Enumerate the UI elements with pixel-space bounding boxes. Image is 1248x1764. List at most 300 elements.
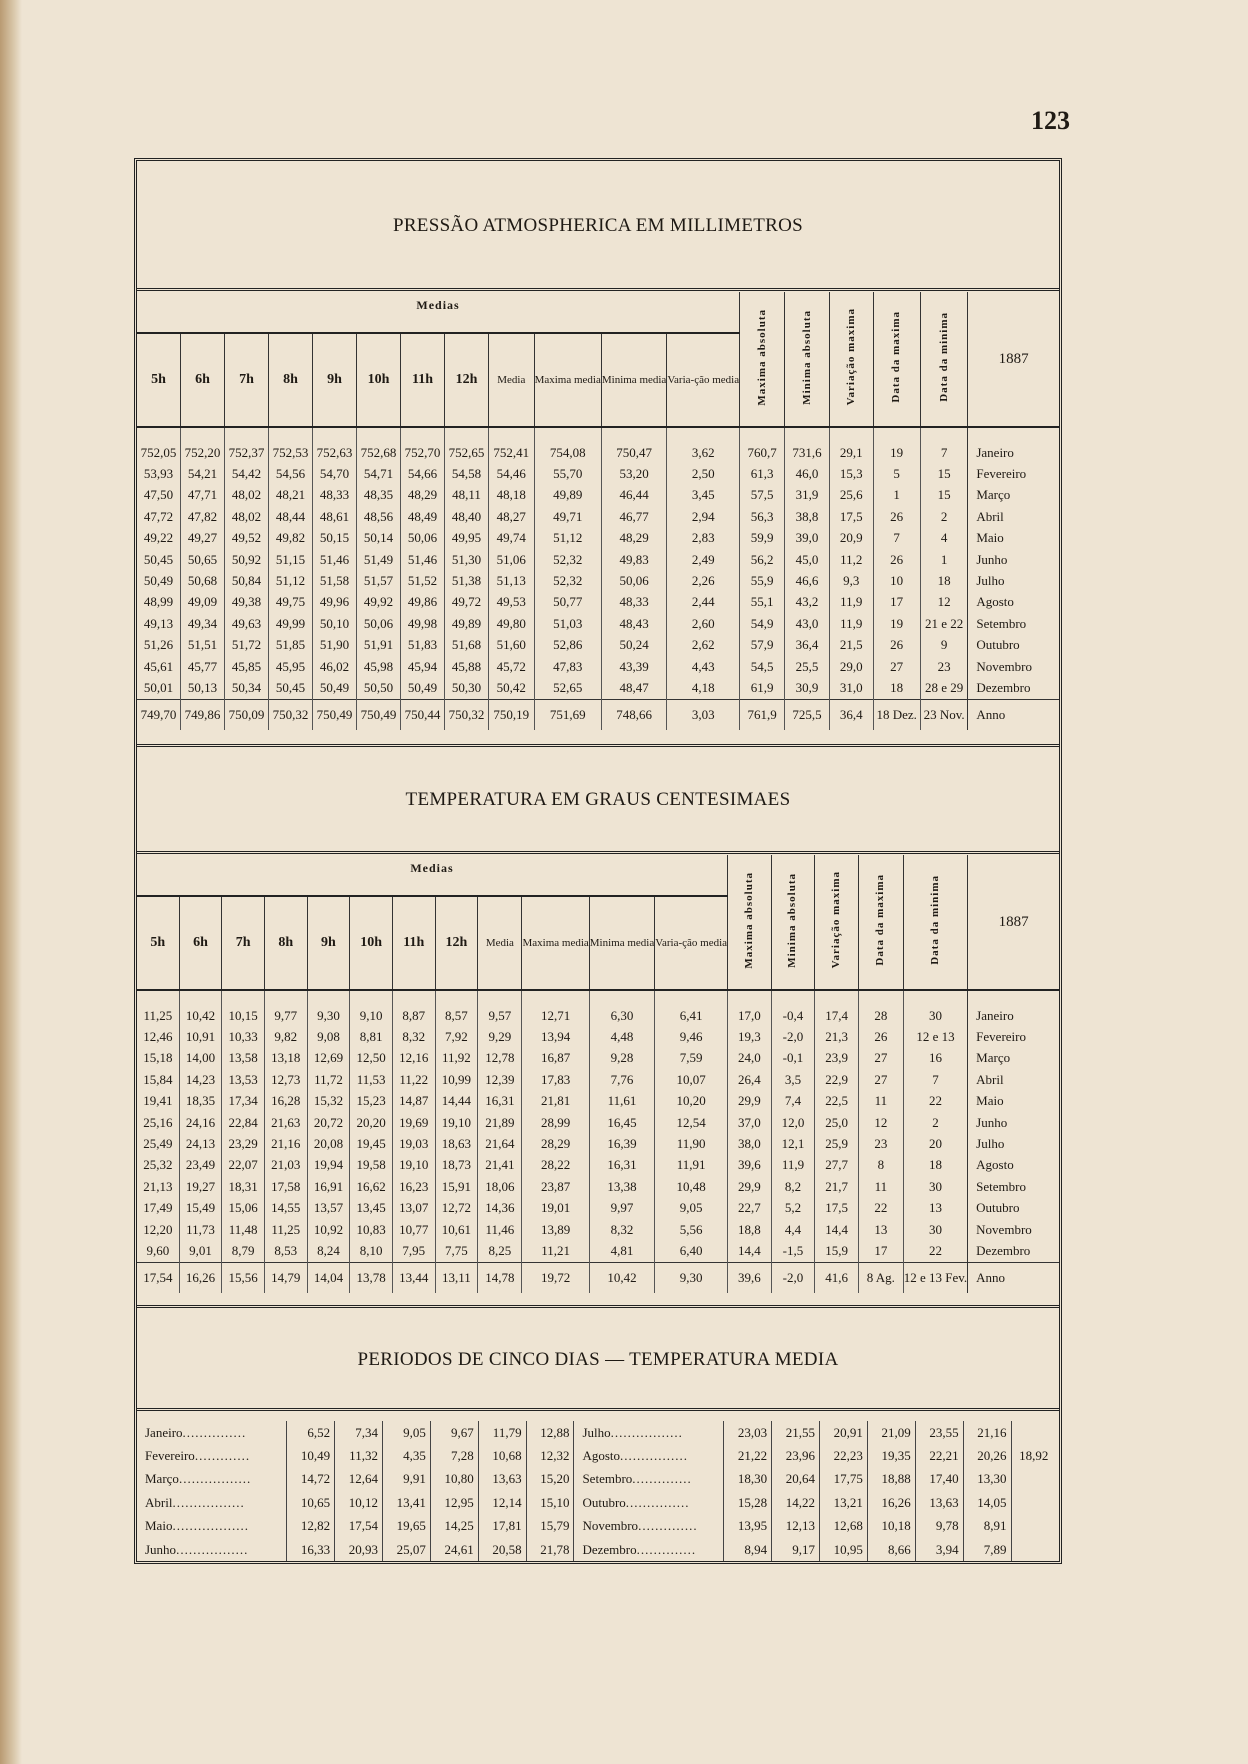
value-cell: 52,86 [534, 635, 601, 656]
value-cell: 19,3 [728, 1026, 772, 1047]
value-cell: 12 e 13 Fev. [903, 1262, 967, 1293]
period-value: 15,20 [526, 1468, 574, 1491]
value-cell: 7 [873, 528, 920, 549]
dot-leader: .................. [172, 1518, 249, 1534]
period-value: 9,91 [382, 1468, 430, 1491]
value-cell: 48,47 [601, 677, 666, 699]
column-header: 12h [435, 896, 478, 990]
period-row [137, 1538, 1059, 1561]
period-value: 21,22 [724, 1444, 772, 1467]
value-cell: 50,45 [143, 551, 174, 567]
value-cell: 6,30 [589, 1005, 654, 1026]
value-cell: 49,98 [401, 613, 445, 634]
value-cell: 29,9 [728, 1176, 772, 1197]
value-cell: 13,45 [350, 1198, 393, 1219]
value-cell: 13,07 [392, 1198, 435, 1219]
value-cell: -2,0 [771, 1026, 815, 1047]
month-cell: Dezembro [968, 1240, 1059, 1262]
value-cell: 18,63 [435, 1133, 478, 1154]
value-cell: 3,03 [667, 699, 740, 730]
value-cell: 17,0 [728, 1005, 772, 1026]
month-cell: Março [968, 1048, 1059, 1069]
value-cell: 49,72 [445, 592, 489, 613]
dot-leader: ............... [625, 1494, 690, 1510]
value-cell: 2 [903, 1112, 967, 1133]
value-cell: 8,81 [350, 1026, 393, 1047]
value-cell: 21,81 [522, 1091, 589, 1112]
value-cell: 51,58 [313, 570, 357, 591]
value-cell: 21,03 [264, 1155, 307, 1176]
medias-label: Medias [137, 855, 728, 896]
period-value: 17,75 [820, 1468, 868, 1491]
value-cell: 21 e 22 [920, 613, 967, 634]
value-cell: 8,79 [222, 1240, 265, 1262]
value-cell: 48,21 [269, 485, 313, 506]
value-cell: 12,69 [307, 1048, 350, 1069]
period-value: 20,93 [335, 1538, 383, 1561]
value-cell: 5,56 [655, 1219, 728, 1240]
period-value: 13,41 [382, 1491, 430, 1514]
value-cell: 52,32 [534, 570, 601, 591]
value-cell: 48,56 [357, 506, 401, 527]
value-cell: 19 [873, 442, 920, 463]
value-cell: 10,77 [392, 1219, 435, 1240]
value-cell: 13,58 [222, 1048, 265, 1069]
value-cell: 17 [858, 1240, 903, 1262]
period-value: 10,18 [867, 1515, 915, 1538]
value-cell: 7,75 [435, 1240, 478, 1262]
value-cell: 49,86 [401, 592, 445, 613]
column-header: 7h [222, 896, 265, 990]
value-cell: 45,0 [785, 549, 830, 570]
period-value: 21,16 [963, 1421, 1011, 1444]
value-cell: 11 [858, 1091, 903, 1112]
value-cell: 15,32 [307, 1091, 350, 1112]
value-cell: 14,36 [478, 1198, 522, 1219]
value-cell: 51,85 [269, 635, 313, 656]
value-cell: 8,32 [392, 1026, 435, 1047]
value-cell: 48,43 [601, 613, 666, 634]
value-cell: 12 [858, 1112, 903, 1133]
value-cell: 8 [858, 1155, 903, 1176]
value-cell: 4 [920, 528, 967, 549]
value-cell: 45,98 [357, 656, 401, 677]
value-cell: 50,06 [601, 570, 666, 591]
period-value: 13,63 [478, 1468, 526, 1491]
value-cell: 24,16 [179, 1112, 222, 1133]
value-cell: 31,9 [785, 485, 830, 506]
period-value: 15,79 [526, 1515, 574, 1538]
value-cell: 9,30 [307, 1005, 350, 1026]
divider [137, 1305, 1059, 1308]
value-cell: 10,48 [655, 1176, 728, 1197]
value-cell: 731,6 [785, 442, 830, 463]
period-value: 17,54 [335, 1515, 383, 1538]
month-label: Junho................. [145, 1541, 249, 1557]
value-cell: 53,20 [601, 463, 666, 484]
value-cell: 49,63 [225, 613, 269, 634]
value-cell: 19,94 [307, 1155, 350, 1176]
month-cell: Janeiro [968, 442, 1059, 463]
month-label: Novembro.............. [574, 1515, 724, 1538]
value-cell: 752,41 [489, 442, 535, 463]
value-cell: 51,30 [445, 549, 489, 570]
period-value: 22,23 [820, 1444, 868, 1467]
value-cell: 10,83 [350, 1219, 393, 1240]
value-cell: 19,27 [179, 1176, 222, 1197]
column-header: Varia-ção media [655, 896, 728, 990]
value-cell: 6,40 [655, 1240, 728, 1262]
periodos-title: PERIODOS DE CINCO DIAS — TEMPERATURA MEDIA [357, 1349, 839, 1370]
value-cell: 15,91 [435, 1176, 478, 1197]
value-cell: 16,26 [179, 1262, 222, 1293]
value-cell: 37,0 [728, 1112, 772, 1133]
value-cell: 2,49 [667, 549, 740, 570]
value-cell: 4,18 [667, 677, 740, 699]
value-cell: 20,08 [307, 1133, 350, 1154]
value-cell: 19,01 [522, 1198, 589, 1219]
value-cell: 39,6 [728, 1155, 772, 1176]
value-cell: 9 [920, 635, 967, 656]
month-cell: Agosto [968, 592, 1059, 613]
value-cell: 51,52 [401, 570, 445, 591]
dot-leader: ............... [182, 1424, 247, 1440]
column-header: 8h [264, 896, 307, 990]
value-cell: 15 [920, 485, 967, 506]
value-cell: 19,10 [435, 1112, 478, 1133]
value-cell: 17,58 [264, 1176, 307, 1197]
value-cell: 27 [858, 1069, 903, 1090]
value-cell: 51,60 [489, 635, 535, 656]
period-value: 6,52 [287, 1421, 335, 1444]
value-cell: 48,27 [489, 506, 535, 527]
value-cell: 16,62 [350, 1176, 393, 1197]
value-cell: 750,49 [357, 699, 401, 730]
value-cell: 752,70 [401, 442, 445, 463]
value-cell: 8 Ag. [858, 1262, 903, 1293]
value-cell: 8,53 [264, 1240, 307, 1262]
value-cell: 19,72 [522, 1262, 589, 1293]
dot-leader: .............. [638, 1518, 698, 1534]
value-cell: 24,0 [728, 1048, 772, 1069]
spacer-row [137, 990, 1059, 1005]
value-cell: 21,7 [815, 1176, 859, 1197]
extra-value [1011, 1421, 1059, 1444]
vheader-variacao-maxima: Variação maxima [829, 292, 873, 427]
month-label: Julho................. [574, 1421, 724, 1444]
period-value: 12,88 [526, 1421, 574, 1444]
value-cell: 12,20 [143, 1221, 173, 1237]
vheader-maxima-absoluta: Maxima absoluta [740, 292, 785, 427]
value-cell: 7,95 [392, 1240, 435, 1262]
value-cell: 23 [920, 656, 967, 677]
value-cell: 1 [920, 549, 967, 570]
value-cell: 26,4 [728, 1069, 772, 1090]
period-value: 23,55 [915, 1421, 963, 1444]
value-cell: 57,9 [740, 635, 785, 656]
value-cell: 23 Nov. [920, 699, 967, 730]
value-cell: 22,7 [728, 1198, 772, 1219]
value-cell: 11,22 [392, 1069, 435, 1090]
value-cell: 51,38 [445, 570, 489, 591]
period-value: 12,68 [820, 1515, 868, 1538]
value-cell: 50,49 [401, 677, 445, 699]
value-cell: 49,38 [225, 592, 269, 613]
column-header: 12h [445, 333, 489, 427]
month-label: Abril................. [145, 1494, 245, 1510]
value-cell: 16,31 [589, 1155, 654, 1176]
value-cell: 51,68 [445, 635, 489, 656]
value-cell: 18 [920, 570, 967, 591]
period-value: 13,21 [820, 1491, 868, 1514]
value-cell: 22,84 [222, 1112, 265, 1133]
value-cell: 45,72 [489, 656, 535, 677]
value-cell: 51,03 [534, 613, 601, 634]
value-cell: 51,46 [313, 549, 357, 570]
value-cell: 11,72 [307, 1069, 350, 1090]
period-value: 12,95 [430, 1491, 478, 1514]
value-cell: 13,94 [522, 1026, 589, 1047]
value-cell: 21,3 [815, 1026, 859, 1047]
value-cell: 22 [903, 1240, 967, 1262]
value-cell: 2,50 [667, 463, 740, 484]
month-cell: Outubro [968, 1198, 1059, 1219]
value-cell: 749,70 [137, 699, 181, 730]
value-cell: 55,1 [740, 592, 785, 613]
value-cell: 15,18 [143, 1050, 173, 1066]
value-cell: 49,80 [489, 613, 535, 634]
period-row [137, 1444, 1059, 1467]
annual-row [137, 699, 1059, 730]
value-cell: 13,38 [589, 1176, 654, 1197]
annual-row [137, 1262, 1059, 1293]
value-cell: 49,82 [269, 528, 313, 549]
period-value: 13,30 [963, 1468, 1011, 1491]
value-cell: 5,2 [771, 1198, 815, 1219]
value-cell: 8,25 [478, 1240, 522, 1262]
month-cell: Janeiro [968, 1005, 1059, 1026]
value-cell: 28,99 [522, 1112, 589, 1133]
table-row [137, 635, 1059, 656]
value-cell: 7,76 [589, 1069, 654, 1090]
value-cell: 17 [873, 592, 920, 613]
value-cell: 752,63 [313, 442, 357, 463]
value-cell: 752,05 [140, 444, 177, 460]
value-cell: 48,33 [313, 485, 357, 506]
period-value: 14,22 [772, 1491, 820, 1514]
value-cell: 7 [920, 442, 967, 463]
value-cell: 19,10 [392, 1155, 435, 1176]
value-cell: 45,85 [225, 656, 269, 677]
table-row [137, 1005, 1059, 1026]
table-row [137, 592, 1059, 613]
value-cell: 51,12 [534, 528, 601, 549]
table-row [137, 506, 1059, 527]
value-cell: 51,51 [181, 635, 225, 656]
value-cell: 12,16 [392, 1048, 435, 1069]
dot-leader: ................. [610, 1424, 683, 1440]
value-cell: 49,89 [534, 485, 601, 506]
extra-value [1011, 1468, 1059, 1491]
value-cell: 18 [873, 677, 920, 699]
value-cell: 9,46 [655, 1026, 728, 1047]
value-cell: 50,65 [181, 549, 225, 570]
periodos-body [137, 1421, 1059, 1561]
month-cell: Junho [968, 1112, 1059, 1133]
value-cell: 2,60 [667, 613, 740, 634]
period-value: 14,05 [963, 1491, 1011, 1514]
value-cell: 13 [903, 1198, 967, 1219]
value-cell: 15,06 [222, 1198, 265, 1219]
value-cell: 50,06 [357, 613, 401, 634]
value-cell: 61,9 [740, 677, 785, 699]
period-value: 9,05 [382, 1421, 430, 1444]
period-value: 14,72 [287, 1468, 335, 1491]
value-cell: 14,4 [815, 1219, 859, 1240]
value-cell: 12,39 [478, 1069, 522, 1090]
value-cell: 16,39 [589, 1133, 654, 1154]
value-cell: 36,4 [829, 699, 873, 730]
value-cell: 7,92 [435, 1026, 478, 1047]
value-cell: 10,61 [435, 1219, 478, 1240]
period-value: 23,96 [772, 1444, 820, 1467]
value-cell: 4,4 [771, 1219, 815, 1240]
value-cell: 28,29 [522, 1133, 589, 1154]
table-row [137, 485, 1059, 506]
period-value: 8,94 [724, 1538, 772, 1561]
value-cell: 19 [873, 613, 920, 634]
value-cell: 12,72 [435, 1198, 478, 1219]
value-cell: 11,21 [522, 1240, 589, 1262]
value-cell: 26 [873, 549, 920, 570]
period-value: 8,91 [963, 1515, 1011, 1538]
value-cell: 11,25 [143, 1007, 173, 1023]
value-cell: 17,5 [815, 1198, 859, 1219]
value-cell: 14,00 [179, 1048, 222, 1069]
value-cell: 15,23 [350, 1091, 393, 1112]
value-cell: 17,83 [522, 1069, 589, 1090]
value-cell: 18,06 [478, 1176, 522, 1197]
period-value: 13,63 [915, 1491, 963, 1514]
period-value: 10,95 [820, 1538, 868, 1561]
value-cell: 30 [903, 1005, 967, 1026]
value-cell: 51,83 [401, 635, 445, 656]
value-cell: 7,59 [655, 1048, 728, 1069]
period-value: 20,58 [478, 1538, 526, 1561]
value-cell: 50,84 [225, 570, 269, 591]
value-cell: 2,83 [667, 528, 740, 549]
value-cell: 49,27 [181, 528, 225, 549]
value-cell: 13,44 [392, 1262, 435, 1293]
value-cell: 50,49 [143, 573, 174, 589]
value-cell: 28,22 [522, 1155, 589, 1176]
value-cell: 15 [920, 463, 967, 484]
value-cell: 56,2 [740, 549, 785, 570]
value-cell: 12,71 [522, 1005, 589, 1026]
dot-leader: ................ [620, 1448, 689, 1464]
period-value: 10,68 [478, 1444, 526, 1467]
value-cell: 26 [858, 1026, 903, 1047]
value-cell: 51,15 [269, 549, 313, 570]
period-value: 12,32 [526, 1444, 574, 1467]
value-cell: 49,52 [225, 528, 269, 549]
value-cell: 31,0 [829, 677, 873, 699]
column-header: 5h [151, 372, 166, 387]
value-cell: 4,43 [667, 656, 740, 677]
period-value: 21,78 [526, 1538, 574, 1561]
value-cell: 16,31 [478, 1091, 522, 1112]
value-cell: 54,42 [225, 463, 269, 484]
value-cell: 11,48 [222, 1219, 265, 1240]
value-cell: 54,71 [357, 463, 401, 484]
value-cell: 10,20 [655, 1091, 728, 1112]
value-cell: 12 [920, 592, 967, 613]
vheader-data-maxima: Data da maxima [873, 292, 920, 427]
value-cell: 18,35 [179, 1091, 222, 1112]
value-cell: 11,92 [435, 1048, 478, 1069]
value-cell: 750,44 [401, 699, 445, 730]
value-cell: 50,34 [225, 677, 269, 699]
vheader-data-minima: Data da minima [920, 292, 967, 427]
value-cell: 21,41 [478, 1155, 522, 1176]
value-cell: 43,2 [785, 592, 830, 613]
value-cell: 12,54 [655, 1112, 728, 1133]
value-cell: 25,9 [815, 1133, 859, 1154]
month-label: Dezembro.............. [574, 1538, 724, 1561]
value-cell: 18 Dez. [873, 699, 920, 730]
period-row [137, 1491, 1059, 1514]
value-cell: 10,99 [435, 1069, 478, 1090]
period-value: 20,64 [772, 1468, 820, 1491]
value-cell: 49,13 [143, 615, 174, 631]
value-cell: 4,81 [589, 1240, 654, 1262]
period-value: 19,35 [867, 1444, 915, 1467]
value-cell: 8,87 [392, 1005, 435, 1026]
value-cell: 8,57 [435, 1005, 478, 1026]
period-value: 10,49 [287, 1444, 335, 1467]
value-cell: 50,24 [601, 635, 666, 656]
value-cell: 30,9 [785, 677, 830, 699]
column-header: 11h [392, 896, 435, 990]
value-cell: 13,89 [522, 1219, 589, 1240]
value-cell: 53,93 [143, 466, 174, 482]
value-cell: 38,0 [728, 1133, 772, 1154]
value-cell: 54,5 [740, 656, 785, 677]
value-cell: 23,9 [815, 1048, 859, 1069]
dot-leader: ................. [178, 1471, 252, 1487]
value-cell: 18,31 [222, 1176, 265, 1197]
value-cell: 50,15 [313, 528, 357, 549]
value-cell: 8,10 [350, 1240, 393, 1262]
value-cell: 2,94 [667, 506, 740, 527]
value-cell: 8,32 [589, 1219, 654, 1240]
month-cell: Novembro [968, 1219, 1059, 1240]
value-cell: 49,22 [143, 530, 174, 546]
value-cell: 48,11 [445, 485, 489, 506]
value-cell: 751,69 [534, 699, 601, 730]
value-cell: 21,89 [478, 1112, 522, 1133]
value-cell: 16,23 [392, 1176, 435, 1197]
value-cell: 725,5 [785, 699, 830, 730]
value-cell: 1 [873, 485, 920, 506]
value-cell: 12,73 [264, 1069, 307, 1090]
value-cell: -0,4 [771, 1005, 815, 1026]
period-row [137, 1421, 1059, 1444]
value-cell: 41,6 [815, 1262, 859, 1293]
medias-label: Medias [137, 292, 740, 333]
period-value: 4,35 [382, 1444, 430, 1467]
value-cell: 12,46 [143, 1029, 173, 1045]
